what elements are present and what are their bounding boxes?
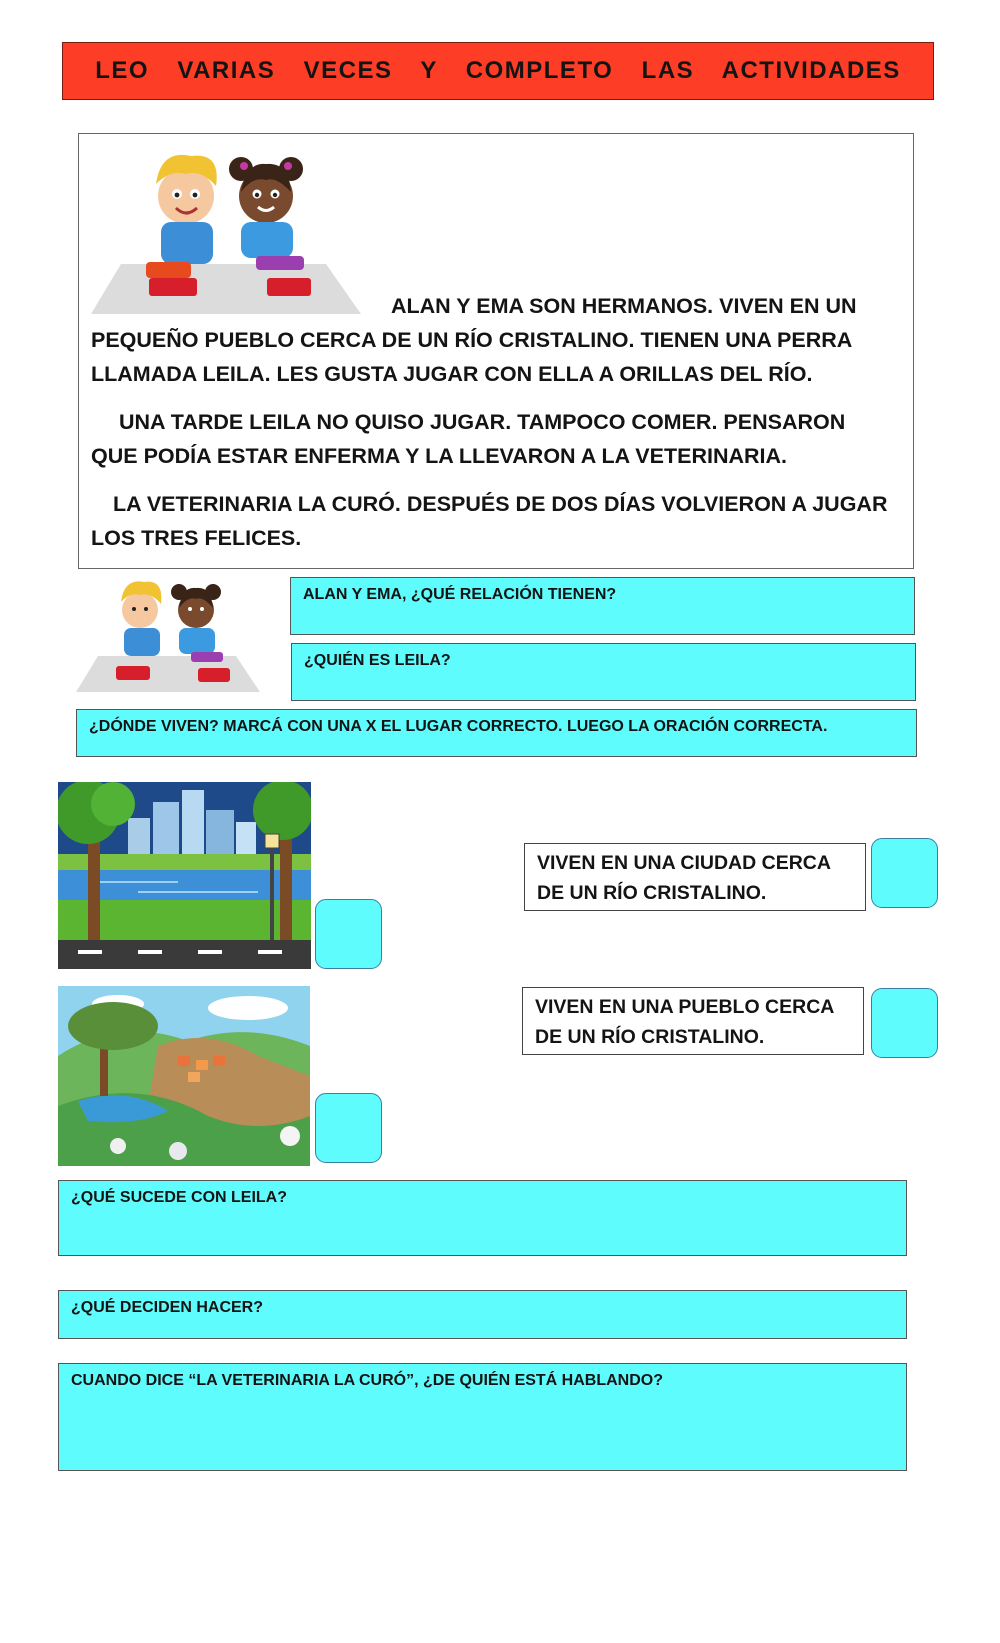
question-who-vet: CUANDO DICE “LA VETERINARIA LA CURÓ”, ¿DE QUIÉN ESTÁ HABLANDO?: [71, 1372, 663, 1389]
village-landscape-image: [58, 986, 310, 1166]
option-town-label: VIVEN EN UNA PUEBLO CERCA DE UN RÍO CRISTALINO.: [535, 996, 834, 1048]
answer-box-vet[interactable]: [58, 1363, 907, 1471]
story-box: [78, 133, 914, 569]
answer-box-decide[interactable]: [58, 1290, 907, 1339]
option-city-label: VIVEN EN UNA CIUDAD CERCA DE UN RÍO CRISTALINO.: [537, 852, 831, 904]
question-what-happens: ¿QUÉ SUCEDE CON LEILA?: [71, 1189, 288, 1206]
instruction-box-where: [76, 709, 917, 757]
question-where-they-live: ¿DÓNDE VIVEN? MARCÁ CON UNA X EL LUGAR CORRECTO. LUEGO LA ORACIÓN CORRECTA.: [89, 718, 828, 735]
kids-illustration-small: [76, 574, 262, 694]
question-what-decide: ¿QUÉ DECIDEN HACER?: [71, 1299, 264, 1316]
answer-box-relation[interactable]: [290, 577, 915, 635]
answer-box-leila-happens[interactable]: [58, 1180, 907, 1256]
checkbox-village-image[interactable]: [315, 1093, 382, 1163]
option-city: [524, 843, 866, 911]
checkbox-city-option[interactable]: [871, 838, 938, 908]
question-relation: ALAN Y EMA, ¿QUÉ RELACIÓN TIENEN?: [303, 586, 617, 603]
page-title: LEO VARIAS VECES Y COMPLETO LAS ACTIVIDADES: [95, 57, 901, 84]
option-town: [522, 987, 864, 1055]
story-paragraph-2: UNA TARDE LEILA NO QUISO JUGAR. TAMPOCO COMER. PENSARON QUE PODÍA ESTAR ENFERMA Y LA LLEVARON A LA VETERINARIA.: [91, 410, 846, 468]
page-title-banner: [62, 42, 934, 100]
answer-box-leila[interactable]: [291, 643, 916, 701]
kids-illustration-large: [91, 144, 363, 322]
question-who-is-leila: ¿QUIÉN ES LEILA?: [304, 652, 451, 669]
checkbox-town-option[interactable]: [871, 988, 938, 1058]
story-paragraph-1: PEQUEÑO PUEBLO CERCA DE UN RÍO CRISTALINO. TIENEN UNA PERRA LLAMADA LEILA. LES GUSTA JUGAR CON ELLA A ORILLAS DEL RÍO.: [91, 328, 852, 386]
checkbox-city-image[interactable]: [315, 899, 382, 969]
story-line-1: ALAN Y EMA SON HERMANOS. VIVEN EN UN: [391, 294, 857, 318]
story-paragraph-3: LA VETERINARIA LA CURÓ. DESPUÉS DE DOS DÍAS VOLVIERON A JUGAR LOS TRES FELICES.: [91, 492, 888, 550]
city-river-image: [58, 782, 311, 969]
